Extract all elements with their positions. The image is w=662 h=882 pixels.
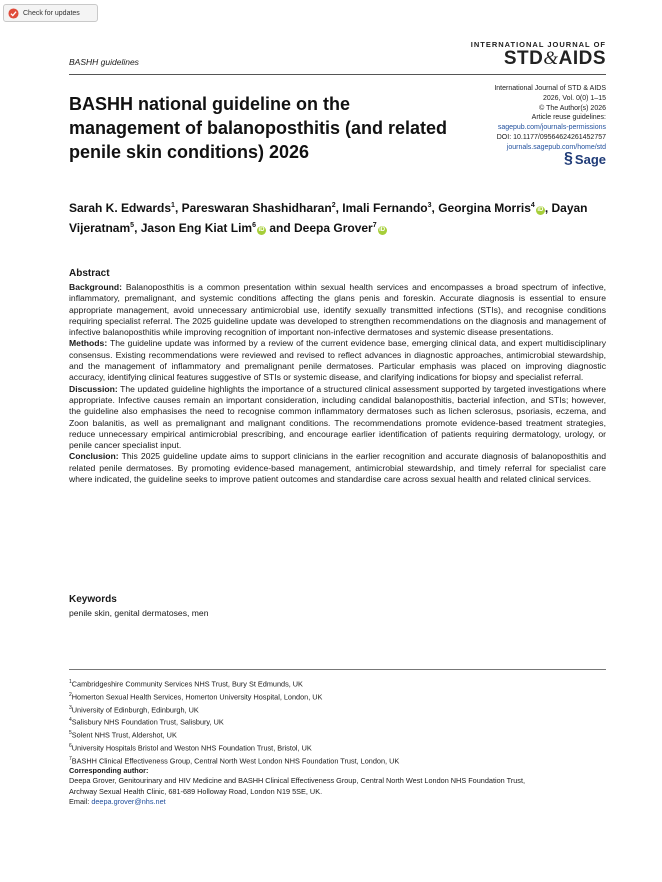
conclusion-label: Conclusion: <box>69 451 119 462</box>
badge-label: Check for updates <box>23 9 80 17</box>
author-affiliation-number: 7 <box>372 222 377 229</box>
methods-text: The guideline update was informed by a review of the current evidence base, emerging clinical data, and expert multidisciplinary consensus. Existing recommendations were reviewed and revised to reflect advances in diagnostic approaches, antimicrobial stewardship, and the management of inflammatory and premalignant penile dermatoses. Particular emphasis was placed on improving diagnostic accuracy, identifying clinical features suggestive of STIs or systemic disease, and clarifying indications for biopsy and specialist referral. <box>69 338 606 383</box>
affiliation-text: Solent NHS Trust, Aldershot, UK <box>71 730 177 740</box>
abstract <box>69 268 606 485</box>
author-name: Pareswaran Shashidharan <box>181 201 332 215</box>
author-affiliation-number: 1 <box>171 202 175 209</box>
copyright: © The Author(s) 2026 <box>539 104 606 112</box>
journal-logo-std: STD <box>503 48 544 69</box>
affiliation-text: Cambridgeshire Community Services NHS Trust, Bury St Edmunds, UK <box>71 679 303 689</box>
author-separator: , <box>335 201 343 215</box>
publication-info <box>446 84 606 153</box>
author-list <box>69 197 606 237</box>
author-affiliation-number: 5 <box>130 222 135 229</box>
affiliation-number: 5 <box>69 730 72 737</box>
author-name: Jason Eng Kiat Lim <box>140 221 253 235</box>
affiliation-number: 1 <box>69 679 72 685</box>
background-label: Background: <box>69 282 122 292</box>
methods-label: Methods: <box>69 338 108 349</box>
journal-name: International Journal of STD & AIDS <box>494 85 606 92</box>
corresponding-line2: Archway Sexual Health Clinic, 681-689 Holloway Road, London N19 5SE, UK. <box>69 786 323 796</box>
sage-label: Sage <box>574 151 606 167</box>
affiliation-number: 6 <box>69 743 72 750</box>
affiliation-item <box>69 754 606 767</box>
affiliation-text: Homerton Sexual Health Services, Homerton University Hospital, London, UK <box>71 692 323 702</box>
affiliation-number: 4 <box>69 717 72 724</box>
update-icon <box>8 8 19 19</box>
author-affiliation-number: 3 <box>427 202 432 209</box>
orcid-icon[interactable]: iD <box>537 207 544 213</box>
corresponding-author <box>69 766 606 808</box>
affiliation-text: University Hospitals Bristol and Weston NHS Foundation Trust, Bristol, UK <box>71 743 312 753</box>
corresponding-heading: Corresponding author: <box>69 766 149 775</box>
author-name: Dayan Vijeratnam <box>69 201 588 235</box>
author-separator: and <box>266 221 295 235</box>
reuse-label: Article reuse guidelines: <box>531 114 606 122</box>
author-affiliation-number: 6 <box>252 222 256 229</box>
affiliation-item <box>69 728 606 741</box>
abstract-heading: Abstract <box>69 268 110 279</box>
email-label: Email: <box>69 797 90 807</box>
keywords-heading: Keywords <box>69 594 117 605</box>
affiliation-item <box>69 715 606 728</box>
journal-logo-top: INTERNATIONAL JOURNAL OF <box>470 40 606 49</box>
affiliation-item <box>69 677 606 690</box>
header-divider <box>69 74 606 75</box>
affiliation-text: BASHH Clinical Effectiveness Group, Central North West London NHS Foundation Trust, London, UK <box>71 756 400 766</box>
affiliation-number: 3 <box>69 704 72 711</box>
discussion-label: Discussion: <box>69 383 118 394</box>
running-head: BASHH guidelines <box>69 57 139 67</box>
author-affiliation-number: 4 <box>530 202 535 209</box>
footnote-divider <box>69 669 606 670</box>
background-text: Balanoposthitis is a common presentation within sexual health services and encompasses a broad spectrum of infective, inflammatory, premalignant, and systemic conditions affecting the glans penis and foreskin. Accurate diagnosis is essential to ensure appropriate management, avoid unnecessary antimicrobial use, identify sexually transmitted infections (STIs), and recognise conditions requiring specialist referral. The 2025 guideline update was developed to strengthen recommendations on the diagnosis and management of infective balanoposthitis while improving recognition of important non-infective dermatoses and systemic disease presentations. <box>69 282 606 338</box>
abstract-conclusion <box>69 451 606 485</box>
orcid-icon[interactable]: iD <box>258 227 265 233</box>
permissions-link[interactable]: sagepub.com/journals-permissions <box>497 124 606 132</box>
journal-logo <box>504 48 606 70</box>
affiliation-item <box>69 741 606 754</box>
journal-logo-amp: & <box>543 48 559 69</box>
author-separator: , <box>134 221 141 235</box>
corresponding-email-row <box>69 797 606 807</box>
orcid-icon[interactable]: iD <box>379 227 386 233</box>
abstract-discussion <box>69 384 606 452</box>
author-separator: , <box>544 201 552 215</box>
author-name: Georgina Morris <box>438 201 531 215</box>
doi: DOI: 10.1177/09564624261452757 <box>496 133 606 141</box>
discussion-text: The updated guideline highlights the importance of a structured clinical assessment supported by targeted investigations where appropriate. Infective causes remain an important consideration, including candidal balanoposthitis, bacterial infection, and STIs; however, the guideline also emphasises the need to recognise common inflammatory dermatoses such as lichen sclerosus, psoriasis, eczema, and Zoon balanitis, as well as premalignant and malignant conditions. The recommendations promote evidence-based treatment strategies, reduce unnecessary empirical antimicrobial prescribing, and encourage earlier identification of patients requiring dermatology, urology, or penile cancer specialist input. <box>69 383 607 451</box>
sage-s-icon: § <box>564 150 573 167</box>
journal-home-link[interactable]: journals.sagepub.com/home/std <box>506 143 606 151</box>
conclusion-text: This 2025 guideline update aims to support clinicians in the earlier recognition and accurate diagnosis of balanoposthitis and related penile dermatoses. By promoting evidence-based management, antimicrobial stewardship, and timely referral for specialist care where indicated, the guideline seeks to improve patient outcomes and standardise care across sexual health and related clinical services. <box>69 451 606 485</box>
affiliation-number: 7 <box>69 755 72 762</box>
affiliation-item <box>69 703 606 716</box>
journal-logo-aids: AIDS <box>558 48 606 69</box>
author-name: Sarah K. Edwards <box>69 201 172 215</box>
affiliation-text: Salisbury NHS Foundation Trust, Salisbury, UK <box>71 717 224 727</box>
affiliation-number: 2 <box>69 691 72 698</box>
volume-info: 2026, Vol. 0(0) 1–15 <box>542 94 606 102</box>
affiliation-list <box>69 677 606 767</box>
author-separator: , <box>174 201 182 215</box>
email-link[interactable]: deepa.grover@nhs.net <box>91 797 166 807</box>
corresponding-line1: Deepa Grover, Genitourinary and HIV Medicine and BASHH Clinical Effectiveness Group, Central North West London NHS Foundation Trust, <box>69 776 526 786</box>
affiliation-text: University of Edinburgh, Edinburgh, UK <box>71 705 199 715</box>
sage-logo <box>564 150 606 168</box>
affiliation-item <box>69 690 606 703</box>
keywords-section <box>69 594 606 619</box>
author-affiliation-number: 2 <box>331 202 336 209</box>
author-name: Deepa Grover <box>294 221 373 235</box>
check-for-updates-badge[interactable] <box>3 4 98 22</box>
abstract-background <box>69 282 606 338</box>
keywords-text: penile skin, genital dermatoses, men <box>69 608 209 618</box>
abstract-methods <box>69 338 606 383</box>
author-separator: , <box>431 201 439 215</box>
author-name: Imali Fernando <box>342 201 428 215</box>
article-title: BASHH national guideline on the management of balanoposthitis (and related penile skin conditions) 2026 <box>69 94 448 162</box>
